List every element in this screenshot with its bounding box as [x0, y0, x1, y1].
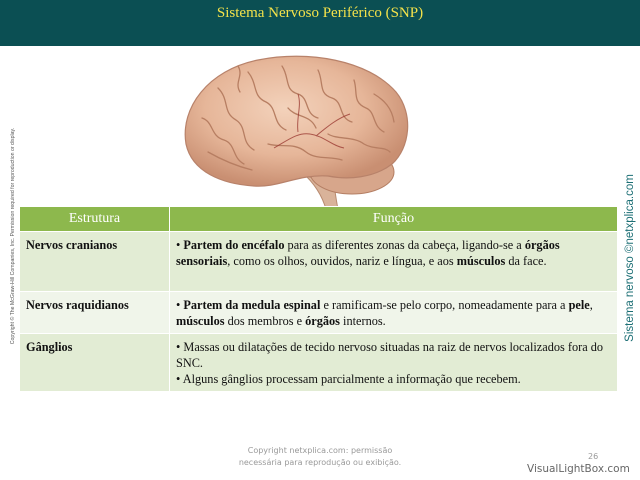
row-label-nervos-cranianos: Nervos cranianos: [20, 232, 170, 292]
table-row: [20, 334, 618, 392]
slide-title: Sistema Nervoso Periférico (SNP): [216, 5, 424, 21]
table-header-row: [20, 207, 618, 232]
side-copyright-notice: Copyright © The McGraw-Hill Companies, Inc. Permission required for reproduction or display.: [10, 127, 16, 345]
footer-copyright: Copyright netxplica.com: permissão necessária para reprodução ou exibição.: [238, 446, 402, 467]
row-desc-nervos-cranianos: • Partem do encéfalo para as diferentes zonas da cabeça, ligando-se a órgãos sensoriais, como os olhos, ouvidos, nariz e língua, e aos músculos da face.: [170, 232, 618, 292]
header-estrutura: Estrutura: [20, 207, 170, 232]
snp-table: [19, 206, 618, 392]
table-row: [20, 292, 618, 334]
page-number: 26: [588, 452, 599, 461]
brain-image: [178, 48, 414, 230]
header-funcao: Função: [170, 207, 618, 232]
row-label-nervos-raquidianos: Nervos raquidianos: [20, 292, 170, 334]
row-label-ganglios: Gânglios: [20, 334, 170, 392]
side-brand-label: Sistema nervoso ©netxplica.com: [624, 174, 636, 342]
row-desc-nervos-raquidianos: • Partem da medula espinal e ramificam-se pelo corpo, nomeadamente para a pele, músculos dos membros e órgãos internos.: [170, 292, 618, 334]
watermark-text: VisualLightBox.com: [527, 463, 630, 475]
row-desc-ganglios: • Massas ou dilatações de tecido nervoso situadas na raiz de nervos localizados fora do SNC. • Alguns gânglios processam parcialmente a informação que recebem.: [170, 334, 618, 392]
table-row: [20, 232, 618, 292]
